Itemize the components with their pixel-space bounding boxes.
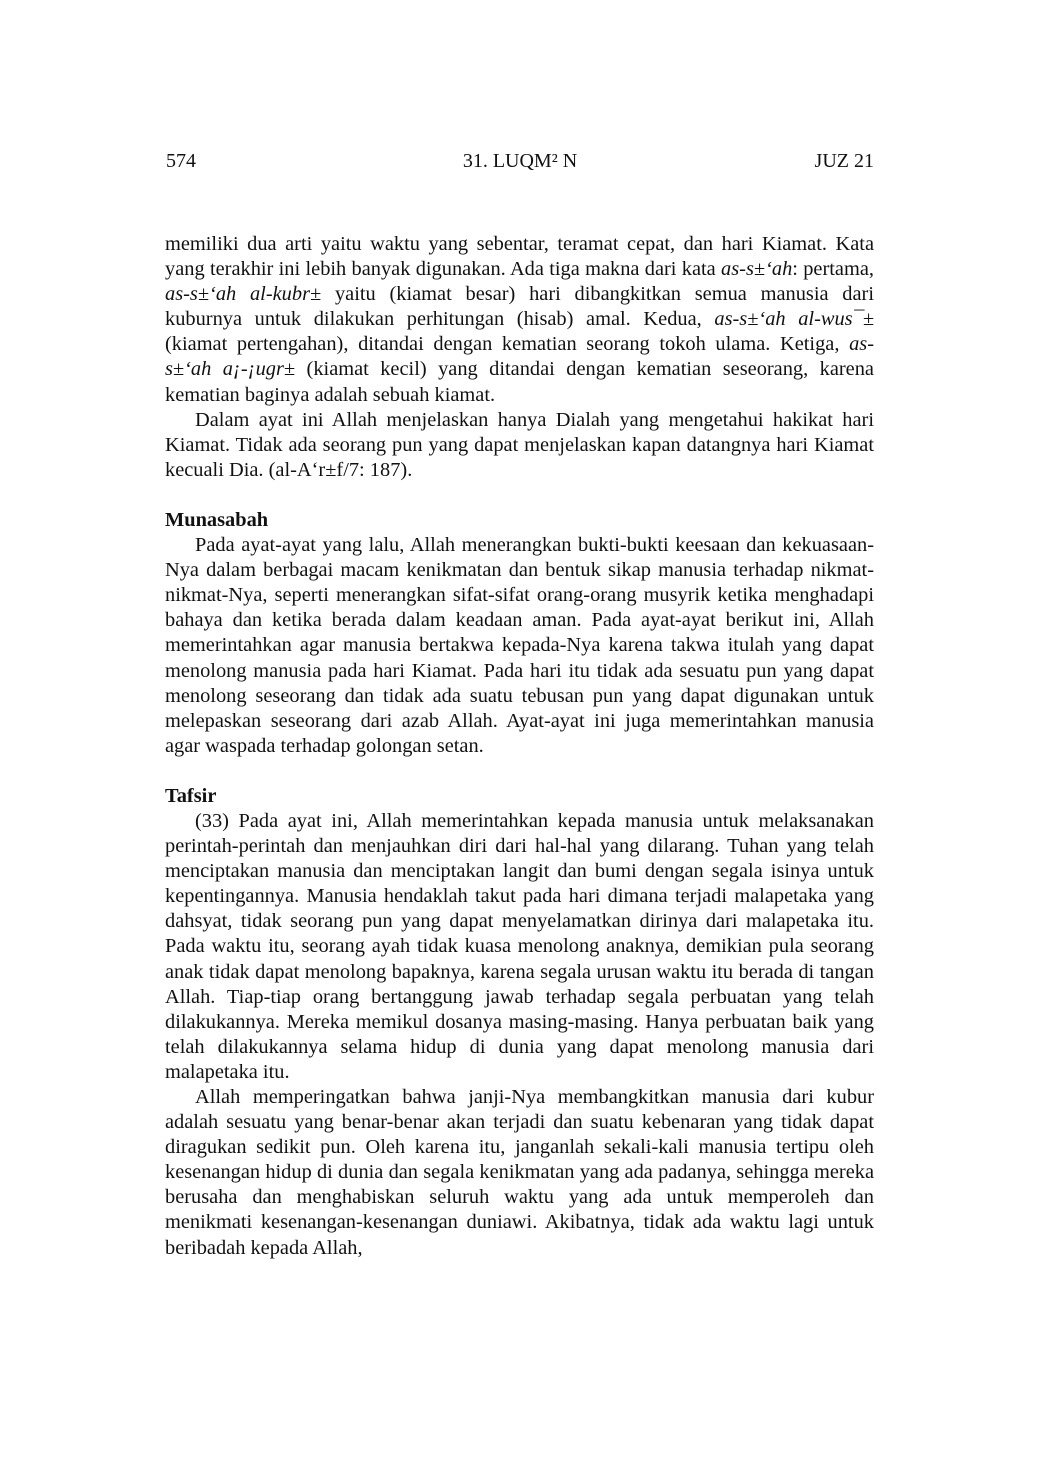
munasabah-heading: Munasabah (165, 508, 269, 531)
tafsir-paragraph-1: (33) Pada ayat ini, Allah memerintahkan kepada manusia untuk melaksanakan perintah-perintah dan menjauhkan diri dari hal-hal yang dilarang. Tuhan yang telah menciptakan manusia dan menciptakan langit dan bumi dengan segala isinya untuk kepentingannya. Manusia hendaklah takut pada hari dimana terjadi malapetaka yang dahsyat, tidak seorang pun yang dapat menyelamatkan dirinya dari malapetaka itu. Pada waktu itu, seorang ayah tidak kuasa menolong anaknya, demikian pula seorang anak tidak dapat menolong bapaknya, karena segala urusan waktu itu berada di tangan Allah. Tiap-tiap orang bertanggung jawab terhadap segala perbuatan yang telah dilakukannya. Mereka memikul dosanya masing-masing. Hanya perbuatan baik yang telah dilakukannya selama hidup di dunia yang dapat menolong manusia dari malapetaka itu. (165, 809, 874, 1083)
munasabah-paragraph: Pada ayat-ayat yang lalu, Allah menerangkan bukti-bukti keesaan dan kekuasaan-Nya dalam berbagai macam kenikmatan dan bentuk sikap manusia terhadap nikmat-nikmat-Nya, seperti menerangkan sifat-sifat orang-orang musyrik ketika menghadapi bahaya dan ketika berada dalam keadaan aman. Pada ayat-ayat berikut ini, Allah memerintahkan agar manusia bertakwa kepada-Nya karena takwa itulah yang dapat menolong manusia pada hari Kiamat. Pada hari itu tidak ada sesuatu pun yang dapat menolong seseorang dan tidak ada suatu tebusan pun yang dapat digunakan untuk melepaskan seseorang dari azab Allah. Ayat-ayat ini juga memerintahkan manusia agar waspada terhadap golongan setan. (165, 534, 874, 757)
tafsir-paragraph-2: Allah memperingatkan bahwa janji-Nya membangkitkan manusia dari kubur adalah sesuatu yang benar-benar akan terjadi dan suatu kebenaran yang tidak dapat diragukan sedikit pun. Oleh karena itu, janganlah sekali-kali manusia tertipu oleh kesenangan hidup di dunia dan segala kenikmatan yang ada padanya, sehingga mereka berusaha dan menghabiskan seluruh waktu yang ada untuk memperoleh dan menikmati kesenangan-kesenangan duniawi. Akibatnya, tidak ada waktu lagi untuk beribadah kepada Allah, (165, 1086, 874, 1259)
page-body (165, 232, 874, 1261)
tafsir-heading: Tafsir (165, 784, 217, 807)
term-as-saah: as-s±‘ah (721, 258, 793, 281)
term-wusta: as-s±‘ah al-wus¯± (714, 308, 875, 331)
chapter-title: 31. LUQM² N (462, 150, 578, 172)
intro-paragraph-1: memiliki dua arti yaitu waktu yang sebentar, teramat cepat, dan hari Kiamat. Kata yang terakhir ini lebih banyak digunakan. Ada tiga makna dari kata as-s±‘ah: pertama, as-s±‘ah al-kubr± yaitu (kiamat besar) hari dibangkitkan semua manusia dari kuburnya untuk dilakukan perhitungan (hisab) amal. Kedua, as-s±‘ah al-wus¯± (kiamat pertengahan), ditandai dengan kematian seorang tokoh ulama. Ketiga, as-s±‘ah a¡-¡ugr± (kiamat kecil) yang ditandai dengan kematian seseorang, karena kematian baginya adalah sebuah kiamat. (165, 233, 875, 406)
term-kubra: as-s±‘ah al-kubr± (165, 283, 322, 306)
intro-paragraph-2: Dalam ayat ini Allah menjelaskan hanya Dialah yang mengetahui hakikat hari Kiamat. Tidak ada seorang pun yang dapat menjelaskan kapan datangnya hari Kiamat kecuali Dia. (al-A‘r±f/7: 187). (165, 408, 874, 481)
juz-label: JUZ 21 (814, 150, 874, 172)
term-sugra: as-s±‘ah a¡-¡ugr± (165, 333, 874, 381)
page-number: 574 (166, 150, 196, 172)
running-header (166, 146, 874, 176)
